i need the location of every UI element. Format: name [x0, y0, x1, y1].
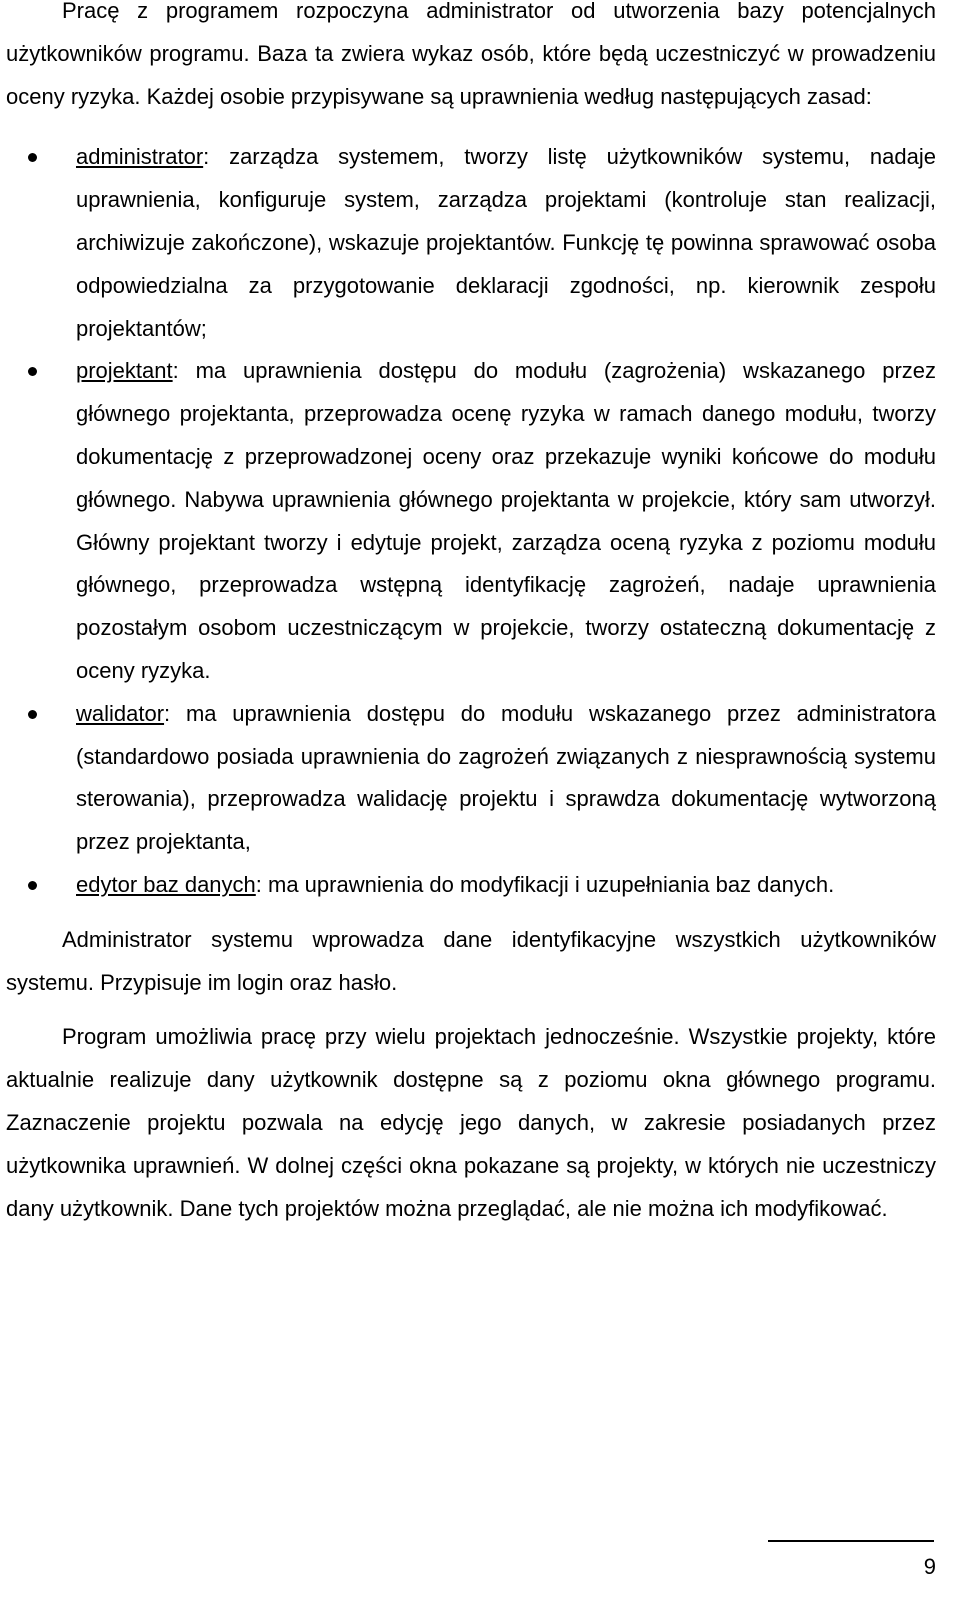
role-item-administrator	[6, 136, 936, 350]
page-number: 9	[923, 1554, 936, 1579]
role-name: walidator	[76, 700, 165, 726]
intro-paragraph: Pracę z programem rozpoczyna administrator od utworzenia bazy potencjalnych użytkowników programu. Baza ta zwiera wykaz osób, które będą uczestniczyć w prowadzeniu oceny ryzyka. Każdej osobie przypisywane są uprawnienia według następujących zasad:	[6, 0, 936, 109]
role-item-walidator	[6, 693, 936, 864]
bullet-icon	[28, 153, 37, 162]
bullet-icon	[28, 367, 37, 376]
footer-rule	[768, 1540, 934, 1542]
roles-list	[6, 136, 936, 906]
role-description: : zarządza systemem, tworzy listę użytkowników systemu, nadaje uprawnienia, konfiguruje system, zarządza projektami (kontroluje stan realizacji, archiwizuje zakończone), wskazuje projektantów. Funkcję tę powinna sprawować osoba odpowiedzialna za przygotowanie deklaracji zgodności, np. kierownik zespołu projektantów;	[76, 144, 936, 341]
admin-paragraph: Administrator systemu wprowadza dane identyfikacyjne wszystkich użytkowników systemu. Przypisuje im login oraz hasło.	[6, 926, 936, 995]
bullet-icon	[28, 710, 37, 719]
document-page	[6, 0, 936, 1230]
role-item-edytor-baz-danych	[6, 864, 936, 907]
role-item-projektant	[6, 350, 936, 692]
role-name: edytor baz danych	[76, 871, 256, 897]
role-name: projektant	[76, 358, 173, 384]
role-description: : ma uprawnienia dostępu do modułu (zagrożenia) wskazanego przez głównego projektanta, przeprowadza ocenę ryzyka w ramach danego modułu, tworzy dokumentację z przeprowadzonej oceny oraz przekazuje wyniki końcowe do modułu głównego. Nabywa uprawnienia głównego projektanta w projekcie, który sam utworzył. Główny projektant tworzy i edytuje projekt, zarządza oceną ryzyka z poziomu modułu głównego, przeprowadza wstępną identyfikację zagrożeń, nadaje uprawnienia pozostałym osobom uczestniczącym w projekcie, tworzy ostateczną dokumentację z oceny ryzyka.	[76, 358, 936, 683]
role-description: : ma uprawnienia do modyfikacji i uzupełniania baz danych.	[255, 871, 835, 897]
role-name: administrator	[76, 144, 204, 170]
bullet-icon	[28, 881, 37, 890]
role-description: : ma uprawnienia dostępu do modułu wskazanego przez administratora (standardowo posiada uprawnienia do zagrożeń związanych z niesprawnością systemu sterowania), przeprowadza walidację projektu i sprawdza dokumentację wytworzoną przez projektanta,	[76, 700, 936, 855]
projects-paragraph: Program umożliwia pracę przy wielu projektach jednocześnie. Wszystkie projekty, które aktualnie realizuje dany użytkownik dostępne są z poziomu okna głównego programu. Zaznaczenie projektu pozwala na edycję jego danych, w zakresie posiadanych przez użytkownika uprawnień. W dolnej części okna pokazane są projekty, w których nie uczestniczy dany użytkownik. Dane tych projektów można przeglądać, ale nie można ich modyfikować.	[6, 1024, 936, 1221]
